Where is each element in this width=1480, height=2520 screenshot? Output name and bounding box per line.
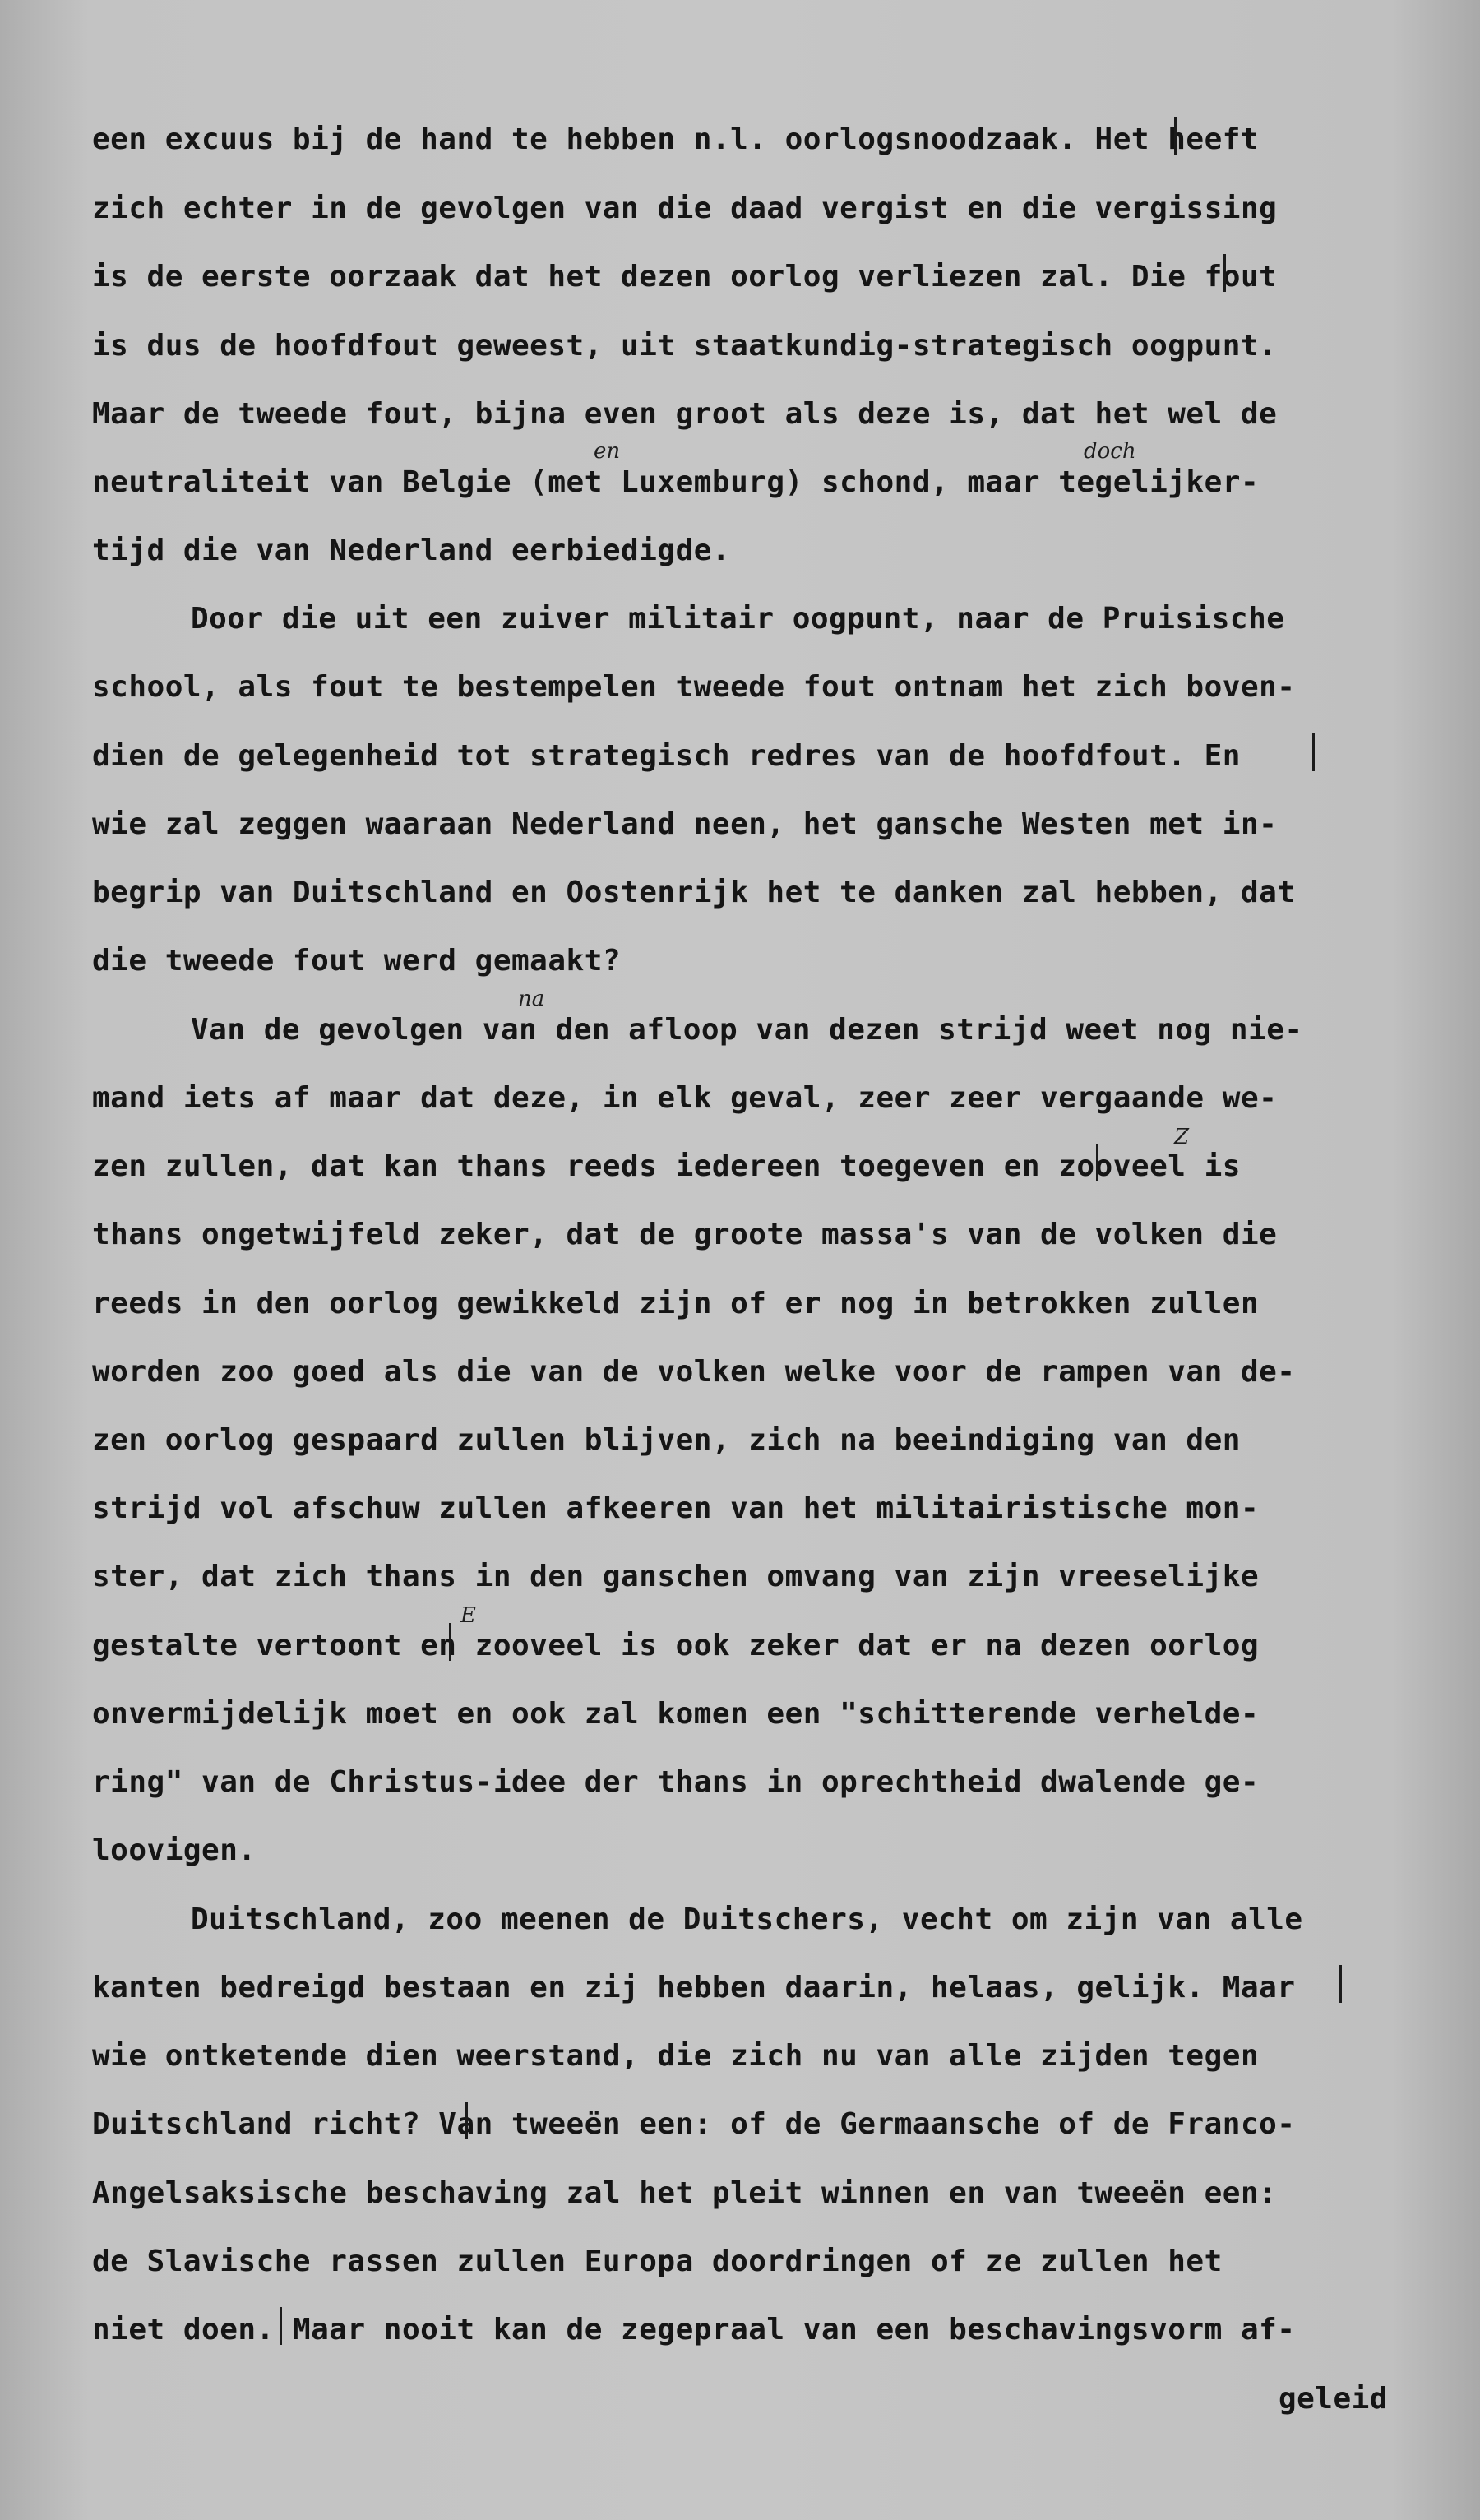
text-line: is de eerste oorzaak dat het dezen oorlog verliezen zal. Die fout [92, 260, 1278, 294]
text-line: die tweede fout werd gemaakt? [92, 944, 622, 978]
text-line: Maar de tweede fout, bijna even groot als deze is, dat het wel de [92, 397, 1278, 431]
text-line: school, als fout te bestempelen tweede fout ontnam het zich boven- [92, 670, 1296, 704]
text-line: Duitschland, zoo meenen de Duitschers, vecht om zijn van alle [191, 1903, 1303, 1936]
paragraph-break-mark [449, 1623, 451, 1661]
paragraph-break-mark [280, 2307, 282, 2345]
text-line: een excuus bij de hand te hebben n.l. oorlogsnoodzaak. Het heeft [92, 123, 1260, 156]
paragraph-break-mark [465, 2102, 468, 2139]
handwritten-insertion: doch [1084, 439, 1136, 464]
text-line: reeds in den oorlog gewikkeld zijn of er nog in betrokken zullen [92, 1287, 1260, 1320]
text-line: tijd die van Nederland eerbiedigde. [92, 534, 731, 567]
text-line: wie ontketende dien weerstand, die zich nu van alle zijden tegen [92, 2039, 1260, 2073]
text-line: Van de gevolgen van den afloop van dezen strijd weet nog nie- [191, 1013, 1303, 1047]
paragraph-break-mark [1312, 733, 1315, 771]
text-line: ring" van de Christus-idee der thans in oprechtheid dwalende ge- [92, 1765, 1260, 1799]
paragraph-break-mark [1339, 1965, 1342, 2003]
text-line: loovigen. [92, 1833, 257, 1867]
text-line: niet doen. Maar nooit kan de zegepraal van een beschavingsvorm af- [92, 2313, 1296, 2347]
text-line: dien de gelegenheid tot strategisch redres van de hoofdfout. En [92, 739, 1241, 773]
text-line: mand iets af maar dat deze, in elk geval, zeer zeer vergaande we- [92, 1081, 1278, 1115]
text-line: ster, dat zich thans in den ganschen omvang van zijn vreeselijke [92, 1560, 1260, 1593]
handwritten-insertion: E [460, 1603, 476, 1628]
handwritten-insertion: en [594, 439, 621, 464]
text-line: is dus de hoofdfout geweest, uit staatkundig-strategisch oogpunt. [92, 329, 1278, 363]
handwritten-insertion: Z [1174, 1125, 1190, 1149]
catchword: geleid [1278, 2382, 1388, 2416]
text-line: zen zullen, dat kan thans reeds iedereen toegeven en zooveel is [92, 1149, 1241, 1183]
paragraph-break-mark [1174, 117, 1177, 155]
paragraph-break-mark [1096, 1144, 1098, 1181]
text-line: begrip van Duitschland en Oostenrijk het te danken zal hebben, dat [92, 876, 1296, 909]
text-line: onvermijdelijk moet en ook zal komen een "schitterende verhelde- [92, 1697, 1260, 1731]
text-line: Angelsaksische beschaving zal het pleit winnen en van tweeën een: [92, 2176, 1278, 2210]
text-line: wie zal zeggen waaraan Nederland neen, het gansche Westen met in- [92, 807, 1278, 841]
text-line: zen oorlog gespaard zullen blijven, zich na beeindiging van den [92, 1423, 1241, 1457]
text-line: Door die uit een zuiver militair oogpunt, naar de Pruisische [191, 602, 1285, 636]
text-line: gestalte vertoont en zooveel is ook zeker dat er na dezen oorlog [92, 1629, 1260, 1662]
text-line: worden zoo goed als die van de volken welke voor de rampen van de- [92, 1355, 1296, 1389]
text-line: de Slavische rassen zullen Europa doordringen of ze zullen het [92, 2245, 1223, 2278]
text-line: zich echter in de gevolgen van die daad vergist en die vergissing [92, 192, 1278, 225]
handwritten-insertion: na [518, 987, 545, 1011]
text-line: Duitschland richt? Van tweeën een: of de Germaansche of de Franco- [92, 2107, 1296, 2141]
text-line: neutraliteit van Belgie (met Luxemburg) schond, maar tegelijker- [92, 465, 1260, 499]
text-line: kanten bedreigd bestaan en zij hebben daarin, helaas, gelijk. Maar [92, 1971, 1296, 2004]
text-line: strijd vol afschuw zullen afkeeren van het militairistische mon- [92, 1491, 1260, 1525]
text-line: thans ongetwijfeld zeker, dat de groote massa's van de volken die [92, 1218, 1278, 1251]
paragraph-break-mark [1223, 254, 1226, 292]
